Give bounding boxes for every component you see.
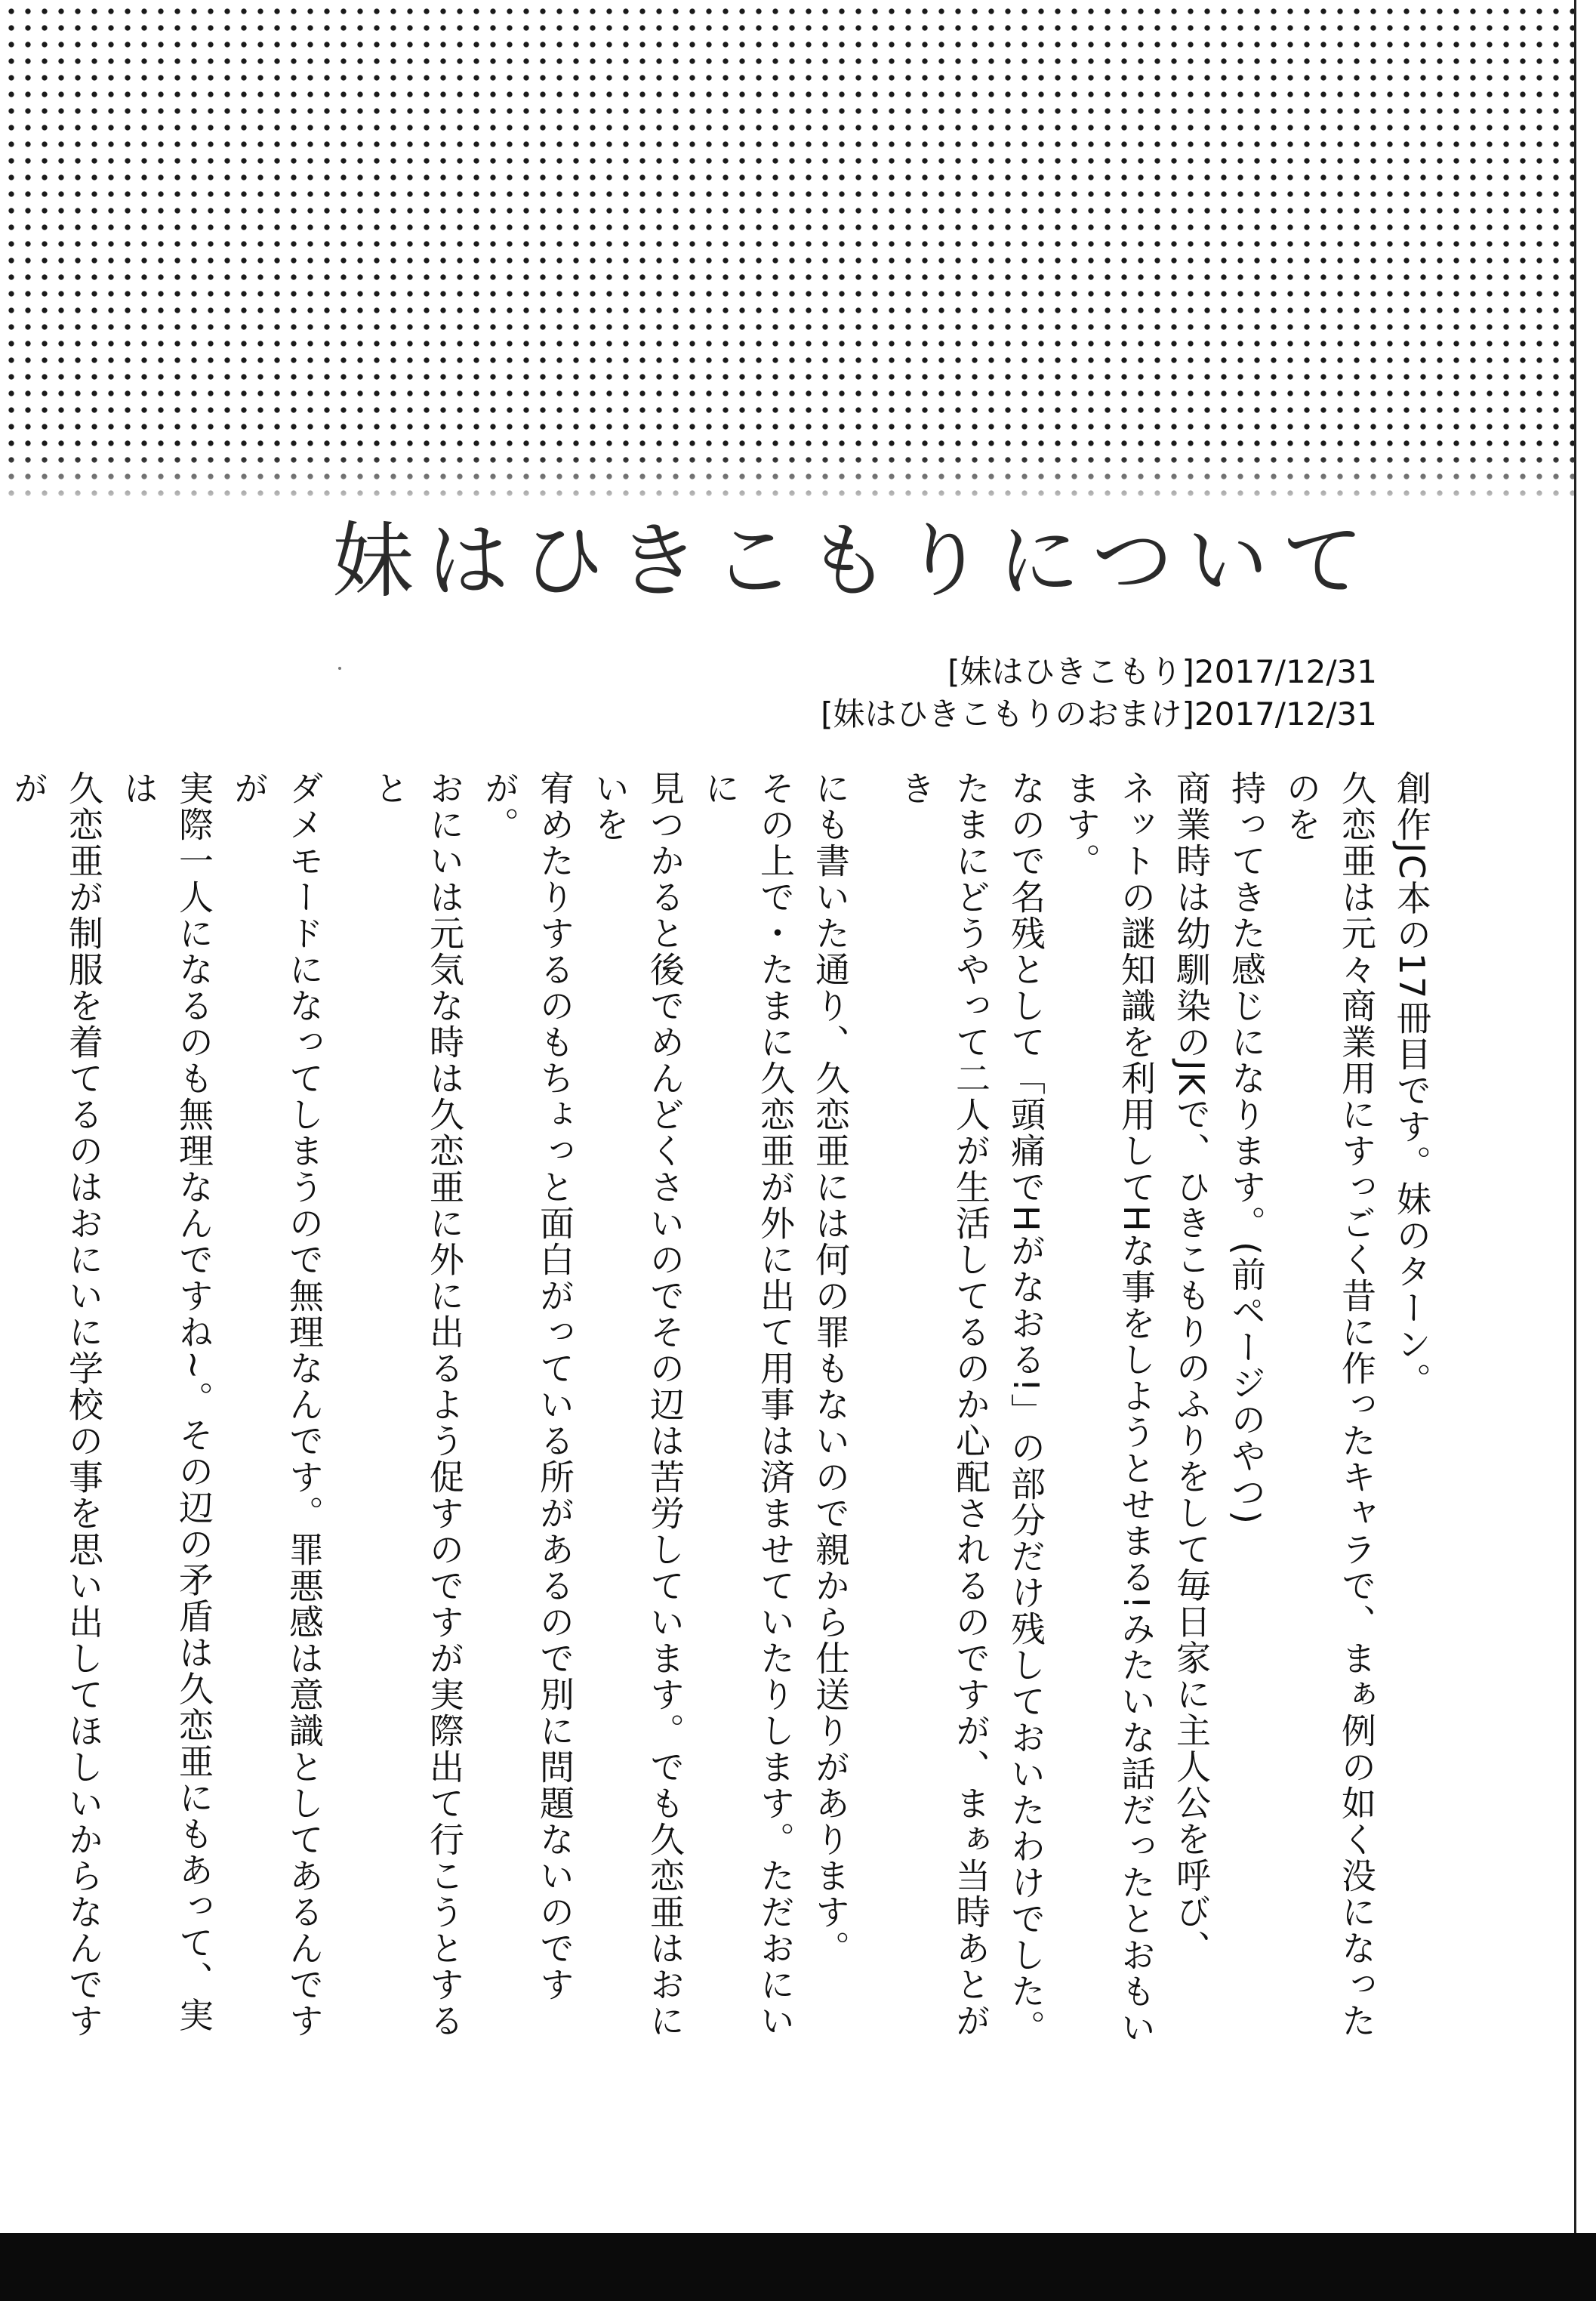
body-line: その上で・たまに久恋亜が外に出て用事は済ませていたりします。ただおにいに bbox=[700, 770, 796, 2039]
body-line bbox=[0, 770, 1, 2054]
body-line: なので名残として「頭痛でHがなおる!」の部分だけ残しておいたわけでした。 bbox=[1006, 770, 1046, 2047]
page-edge bbox=[1574, 0, 1596, 2301]
meta-line-2: [妹はひきこもりのおまけ]2017/12/31 bbox=[821, 696, 1377, 733]
dot-pattern-fade bbox=[0, 453, 1596, 514]
meta-line-1: [妹はひきこもり]2017/12/31 bbox=[947, 653, 1377, 690]
page-title: 妹はひきこもりについて bbox=[332, 514, 1377, 609]
body-line: たまにどうやって二人が生活してるのか心配されるのですが、まぁ当時あとがき bbox=[895, 770, 991, 2039]
publication-meta bbox=[821, 651, 1377, 736]
body-line: 商業時は幼馴染のJKで、ひきこもりのふりをして毎日家に主人公を呼び、 bbox=[1171, 770, 1212, 1966]
body-line: おにいは元気な時は久恋亜に外に出るよう促すのですが実際出て行こうとすると bbox=[369, 770, 465, 2039]
body-line: ネットの謎知識を利用してHな事をしようとせまる!みたいな話だったとおもいます。 bbox=[1061, 770, 1157, 2047]
body-line: 久恋亜が制服を着てるのはおにいに学校の事を思い出してほしいからなんですが bbox=[8, 770, 104, 2039]
body-line: 久恋亜は元々商業用にすっごく昔に作ったキャラで、まぁ例の如く没になったのを bbox=[1281, 770, 1377, 2039]
body-line: 持ってきた感じになります。(前ページのやつ) bbox=[1226, 770, 1267, 1525]
afterword-body bbox=[0, 770, 1439, 2054]
body-line: 宥めたりするのもちょっと面白がっている所があるので別に問題ないのですが。 bbox=[479, 770, 575, 2003]
bottom-border bbox=[0, 2233, 1596, 2301]
body-line: ダメモードになってしまうので無理なんです。罪悪感は意識としてあるんですが bbox=[229, 770, 325, 2039]
body-line: 見つかると後でめんどくさいのでその辺は苦労しています。でも久恋亜はおにいを bbox=[590, 770, 686, 2039]
body-line: 実際一人になるのも無理なんですね~。その辺の矛盾は久恋亜にもあって、実は bbox=[119, 770, 214, 2034]
dot-pattern-header bbox=[0, 0, 1578, 498]
body-line: 創作JC本の17冊目です。妹のターン。 bbox=[1391, 770, 1432, 1399]
scan-speck bbox=[338, 667, 341, 670]
body-line: にも書いた通り、久恋亜には何の罪もないので親から仕送りがあります。 bbox=[810, 770, 851, 1966]
